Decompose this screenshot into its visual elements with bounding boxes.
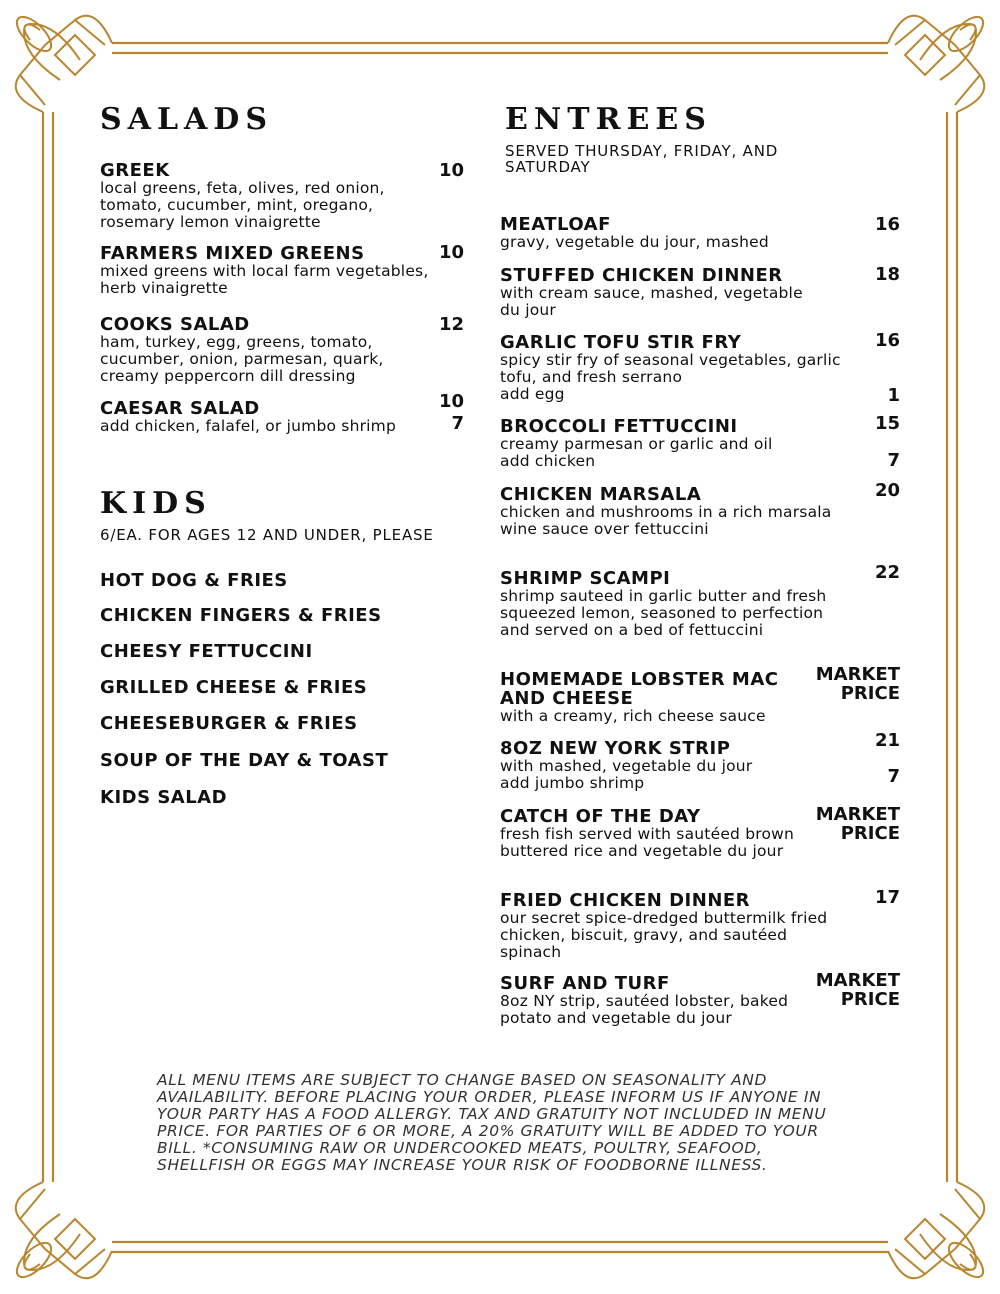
salad-item-farmers-mixed-greens xyxy=(100,244,435,297)
entree-item-shrimp-scampi xyxy=(500,569,845,639)
entree-item-homemade-lobster-mac-and-cheese xyxy=(500,670,810,725)
salad-item-greek xyxy=(100,161,435,231)
add-on-price: 7 xyxy=(451,413,464,434)
kids-item: CHEESY FETTUCCINI xyxy=(100,641,313,662)
item-name: FARMERS MIXED GREENS xyxy=(100,243,365,264)
item-price: 10 xyxy=(438,391,464,412)
entrees-heading: ENTREES xyxy=(505,102,712,137)
entree-item-catch-of-the-day xyxy=(500,807,800,860)
item-name: GARLIC TOFU STIR FRY xyxy=(500,332,742,353)
item-price: 22 xyxy=(874,562,900,583)
item-description: 8oz NY strip, sautéed lobster, baked potato and vegetable du jour xyxy=(500,992,789,1027)
item-name: CAESAR SALAD xyxy=(100,398,260,419)
kids-item: CHICKEN FINGERS & FRIES xyxy=(100,605,382,626)
item-price: 20 xyxy=(874,480,900,501)
item-description: with cream sauce, mashed, vegetable du jour xyxy=(500,284,803,319)
item-price: 10 xyxy=(438,242,464,263)
item-price: MARKET PRICE xyxy=(815,970,900,1010)
add-on-text: add chicken xyxy=(500,452,596,470)
corner-ornament-icon xyxy=(11,11,112,112)
salads-heading: SALADS xyxy=(100,102,273,137)
item-description: spicy stir fry of seasonal vegetables, garlic tofu, and fresh serrano xyxy=(500,351,841,386)
add-on-text: add jumbo shrimp xyxy=(500,774,645,792)
item-name: 8OZ NEW YORK STRIP xyxy=(500,738,731,759)
item-description: with mashed, vegetable du jour xyxy=(500,757,753,775)
item-name: SHRIMP SCAMPI xyxy=(500,568,671,589)
item-price: 21 xyxy=(874,730,900,751)
item-price: MARKET PRICE xyxy=(815,664,900,704)
entrees-note: SERVED THURSDAY, FRIDAY, AND SATURDAY xyxy=(505,142,779,176)
kids-item: CHEESEBURGER & FRIES xyxy=(100,713,358,734)
item-description: local greens, feta, olives, red onion, tomato, cucumber, mint, oregano, rosemary lemon vinaigrette xyxy=(100,179,385,231)
item-price: 18 xyxy=(874,264,900,285)
kids-item: SOUP OF THE DAY & TOAST xyxy=(100,750,389,771)
item-name: FRIED CHICKEN DINNER xyxy=(500,890,751,911)
item-price: 16 xyxy=(874,214,900,235)
add-on-price: 1 xyxy=(887,385,900,406)
salad-item-cooks-salad xyxy=(100,315,445,385)
item-description: gravy, vegetable du jour, mashed xyxy=(500,233,769,251)
item-name: COOKS SALAD xyxy=(100,314,250,335)
item-description: mixed greens with local farm vegetables, herb vinaigrette xyxy=(100,262,429,297)
item-description: chicken and mushrooms in a rich marsala wine sauce over fettuccini xyxy=(500,503,832,538)
item-description: add chicken, falafel, or jumbo shrimp xyxy=(100,417,397,435)
item-description: with a creamy, rich cheese sauce xyxy=(500,707,766,725)
entree-item-surf-and-turf xyxy=(500,974,800,1027)
kids-heading: KIDS xyxy=(100,486,212,521)
item-name: CHICKEN MARSALA xyxy=(500,484,702,505)
item-description: fresh fish served with sautéed brown buttered rice and vegetable du jour xyxy=(500,825,795,860)
item-name: BROCCOLI FETTUCCINI xyxy=(500,416,738,437)
item-description: shrimp sauteed in garlic butter and fresh squeezed lemon, seasoned to perfection and served on a bed of fettuccini xyxy=(500,587,827,639)
kids-item: GRILLED CHEESE & FRIES xyxy=(100,677,368,698)
item-name: MEATLOAF xyxy=(500,214,611,235)
entree-item-fried-chicken-dinner xyxy=(500,891,850,961)
item-price: 12 xyxy=(438,314,464,335)
kids-item: KIDS SALAD xyxy=(100,787,228,808)
add-on-price: 7 xyxy=(887,766,900,787)
entree-item-garlic-tofu-stir-fry xyxy=(500,333,845,403)
add-on-price: 7 xyxy=(887,450,900,471)
item-description: creamy parmesan or garlic and oil xyxy=(500,435,773,453)
item-name: SURF AND TURF xyxy=(500,973,670,994)
footer-disclaimer: ALL MENU ITEMS ARE SUBJECT TO CHANGE BASED ON SEASONALITY AND AVAILABILITY. BEFORE PLACING YOUR ORDER, PLEASE INFORM US IF ANYONE IN YOUR PARTY HAS A FOOD ALLERGY. TAX AND GRATUITY NOT INCLUDED IN MENU PRICE. FOR PARTIES OF 6 OR MORE, A 20% GRATUITY WILL BE ADDED TO YOUR BILL. *CONSUMING RAW OR UNDERCOOKED MEATS, POULTRY, SEAFOOD, SHELLFISH OR EGGS MAY INCREASE YOUR RISK OF FOODBORNE ILLNESS. xyxy=(157,1071,827,1174)
item-price: 17 xyxy=(874,887,900,908)
entree-item-chicken-marsala xyxy=(500,485,845,538)
entree-item-broccoli-fettuccini xyxy=(500,417,845,470)
item-name: STUFFED CHICKEN DINNER xyxy=(500,265,783,286)
add-on-text: add egg xyxy=(500,385,565,403)
salad-item-caesar-salad xyxy=(100,399,400,435)
entree-item-meatloaf xyxy=(500,215,830,251)
entree-item-stuffed-chicken-dinner xyxy=(500,266,820,319)
kids-note: 6/EA. FOR AGES 12 AND UNDER, PLEASE xyxy=(100,526,434,544)
item-name: GREEK xyxy=(100,160,170,181)
item-name: CATCH OF THE DAY xyxy=(500,806,701,827)
item-name: HOMEMADE LOBSTER MAC AND CHEESE xyxy=(500,669,779,709)
item-description: our secret spice-dredged buttermilk fried chicken, biscuit, gravy, and sautéed spinach xyxy=(500,909,828,961)
item-price: 15 xyxy=(874,413,900,434)
entree-item-8oz-new-york-strip xyxy=(500,739,820,792)
item-price: 10 xyxy=(438,160,464,181)
item-price: 16 xyxy=(874,330,900,351)
kids-item: HOT DOG & FRIES xyxy=(100,570,288,591)
item-description: ham, turkey, egg, greens, tomato, cucumber, onion, parmesan, quark, creamy peppercorn dill dressing xyxy=(100,333,384,385)
item-price: MARKET PRICE xyxy=(815,804,900,844)
